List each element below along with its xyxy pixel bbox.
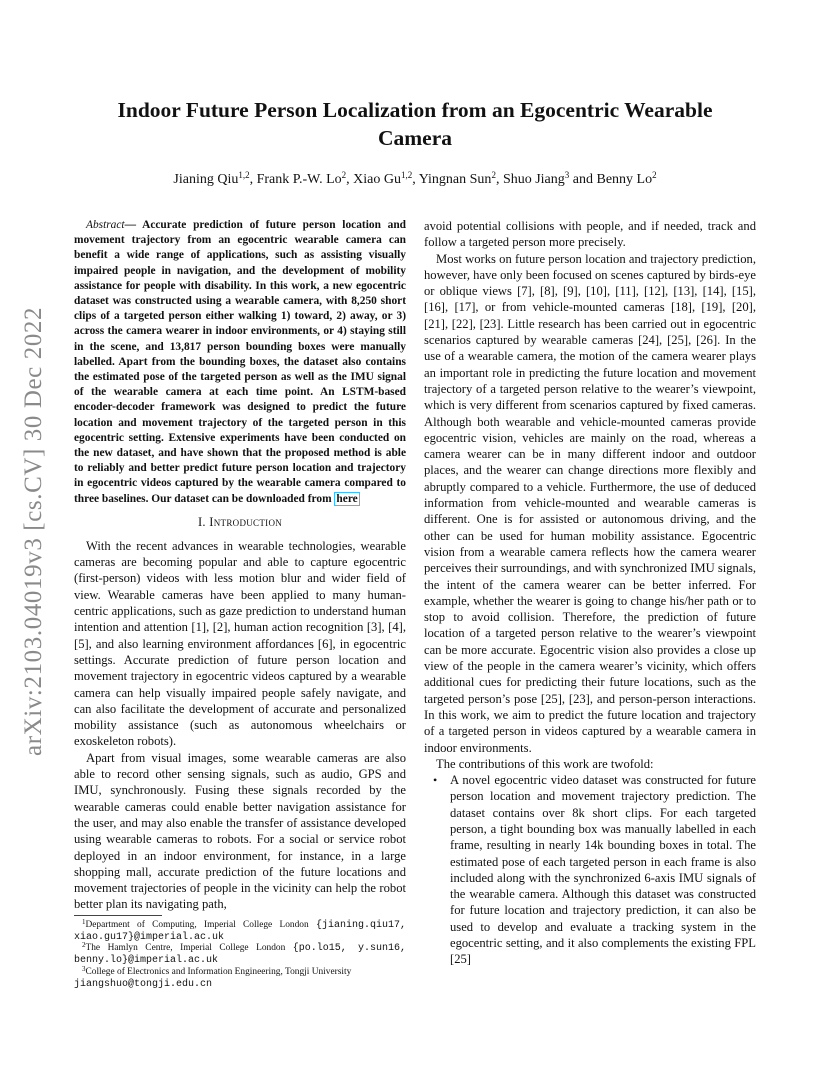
footnote-mark: 1 (82, 918, 86, 926)
abstract-dash: — (124, 219, 143, 231)
footnote-affiliation: College of Electronics and Information Engineering, Tongji University (85, 966, 352, 977)
author-list: Jianing Qiu$^{1,2}$, Frank P.-W. Lo$^2$, Xiao Gu$^{1,2}$, Yingnan Sun$^2$, Shuo Jiang$^3$ and Benny Lo$^2$ (173, 170, 657, 187)
list-item (424, 772, 756, 968)
author-name: Yingnan Sun (418, 172, 492, 187)
footnote-affiliation: The Hamlyn Centre, Imperial College London (85, 943, 293, 954)
author-affiliation-mark: 2 (652, 170, 657, 180)
author-affiliation-mark: 2 (491, 170, 496, 180)
author-name: Xiao Gu (353, 172, 401, 187)
footnote-mark: 3 (82, 964, 86, 973)
arxiv-identifier-stamp: arXiv:2103.04019v3 [cs.CV] 30 Dec 2022 (20, 306, 47, 756)
author-name: Jianing Qiu (173, 172, 239, 187)
footnote-email: {jianing.qiu17, xiao.gu17}@imperial.ac.uk (74, 920, 406, 943)
body-paragraph: The contributions of this work are twofold: (436, 756, 654, 771)
author-name: Frank P.-W. Lo (256, 172, 342, 187)
abstract (74, 218, 406, 507)
footnote (74, 943, 406, 966)
footnotes (74, 915, 406, 990)
left-column (74, 218, 406, 913)
footnote-affiliation: Department of Computing, Imperial College London (85, 920, 316, 930)
intro-paragraph: With the recent advances in wearable technologies, wearable cameras are becoming popular and able to capture egocentric (first-person) videos with less motion blur and wider field of view. Wearable cameras have been applied to many human-centric applications, such as gaze prediction to understand human intention and attention [1], [2], human action recognition [3], [4], [5], and also learning environment affordances [6], in egocentric settings. Accurate prediction of future person location and movement trajectory in egocentric videos captured by a wearable camera can help visually impaired people safely navigate, and can also facilitate the development of accurate and personalized mobility assistance (such as autonomous wheelchairs or exoskeleton robots). (74, 538, 406, 749)
section-heading-introduction (74, 515, 406, 530)
dataset-download-link[interactable]: here (336, 492, 358, 505)
footnote (74, 964, 406, 990)
body-paragraph: Most works on future person location and trajectory prediction, however, have only been focused on scenes captured by birds-eye or oblique views [7], [8], [9], [10], [11], [12], [13], [14], [15], [16], [17], or from vehicle-mounted cameras [18], [19], [20], [21], [22], [23]. Little research has been carried out in egocentric scenarios captured by wearable cameras [24], [25], [26]. In the use of a wearable camera, the motion of the camera wearer plays an important role in predicting the future location and movement trajectory of a targeted person relative to the wearer’s viewpoint, which is very different from scenarios captured by fixed cameras. Although both wearable and vehicle-mounted cameras provide egocentric vision, vehicles are mainly on the road, whereas a camera wearer can be in many different indoor and outdoor places, and the wearer can change directions more flexibly and abruptly compared to a vehicle. Furthermore, the use of deduced information from vehicle-mounted and wearable cameras is different. One is for assisted or autonomous driving, and the other can be used for human mobility assistance. Egocentric vision from a wearable camera reflects how the camera wearer perceives their surroundings, and with synchronized IMU signals, the intent of the camera wearer can be better inferred. For example, whether the wearer is going to change his/her path or to stop to avoid collision. Therefore, the prediction of future location of a targeted person relative to the wearer’s viewpoint can be more accurate. Egocentric vision also provides a close up view of the people in the camera wearer’s vicinity, which offers additional cues for predicting their future locations, such as the targeted person’s pose [25], [23], and person-person interactions. In this work, we aim to predict the future location and trajectory of a targeted person in videos captured by a wearable camera in indoor environments. (424, 251, 756, 755)
right-column (424, 218, 756, 968)
abstract-text: Accurate prediction of future person location and movement trajectory from an egocentric wearable camera can benefit a wide range of applications, such as assisting visually impaired people in navigation, and the development of mobility assistance for people with disability. In this work, a new egocentric dataset was constructed using a wearable camera, with 8,250 short clips of a targeted person either walking 1) toward, 2) away, or 3) across the camera wearer in indoor environments, or 4) staying still in the scene, and 13,817 person bounding boxes were manually labelled. Apart from the bounding boxes, the dataset also contains the estimated pose of the targeted person as well as the IMU signal of the wearable camera at each time point. An LSTM-based encoder-decoder framework was designed to predict the future location and movement trajectory of the targeted person in this egocentric setting. Extensive experiments have been conducted on the new dataset, and have shown that the proposed method is able to reliably and better predict future person location and trajectory in egocentric videos captured by the wearable camera compared to three baselines. Our dataset can be downloaded from (74, 219, 406, 505)
list-item-text: A novel egocentric video dataset was constructed for future person location and movement trajectory prediction. The dataset contains over 8k short clips. For each targeted person, a tight bounding box was manually labelled in each frame, resulting in nearly 14k bounding boxes in total. The estimated pose of each targeted person in each frame is also included along with the synchronized 6-axis IMU signals of the wearable camera. Although this dataset was constructed for future location and trajectory prediction, it can also be used to develop and evaluate a tracking system in the egocentric setting, and it also complements the existing FPL [25] (450, 773, 756, 967)
footnote (74, 920, 406, 943)
author-affiliation-mark: 2 (341, 170, 347, 180)
section-number: I. (197, 514, 206, 529)
author-affiliation-mark: 3 (564, 170, 570, 180)
contributions-list (424, 772, 756, 968)
body-paragraph: avoid potential collisions with people, and if needed, track and follow a targeted person more precisely. (424, 219, 756, 250)
paper-title: Indoor Future Person Localization from an Egocentric Wearable Camera (117, 98, 713, 150)
section-title: Introduction (209, 514, 283, 529)
author-affiliation-mark: 1,2 (400, 170, 413, 180)
author-name: Benny Lo (596, 172, 653, 187)
footnote-divider (74, 915, 162, 916)
intro-paragraph: Apart from visual images, some wearable cameras are also able to record other sensing signals, such as audio, GPS and IMU, synchronously. Fusing these signals recorded by the wearable cameras could enable better navigation assistance for the user, and may also enable the transfer of assistance developed using wearable cameras to robots. For a social or service robot deployed in an indoor environment, for instance, in a large shopping mall, accurate prediction of the future locations and movement trajectories of people in the vicinity can help the robot better plan its navigating path, (74, 750, 406, 912)
author-name: Shuo Jiang (502, 172, 565, 187)
bullet-icon: • (433, 773, 438, 788)
footnote-mark: 2 (82, 941, 86, 950)
footnote-email: {po.lo15, y.sun16, benny.lo}@imperial.ac.uk (74, 943, 406, 967)
footnote-email: jiangshuo@tongji.edu.cn (74, 978, 213, 990)
abstract-label: Abstract (86, 219, 125, 231)
author-affiliation-mark: 1,2 (238, 170, 250, 180)
